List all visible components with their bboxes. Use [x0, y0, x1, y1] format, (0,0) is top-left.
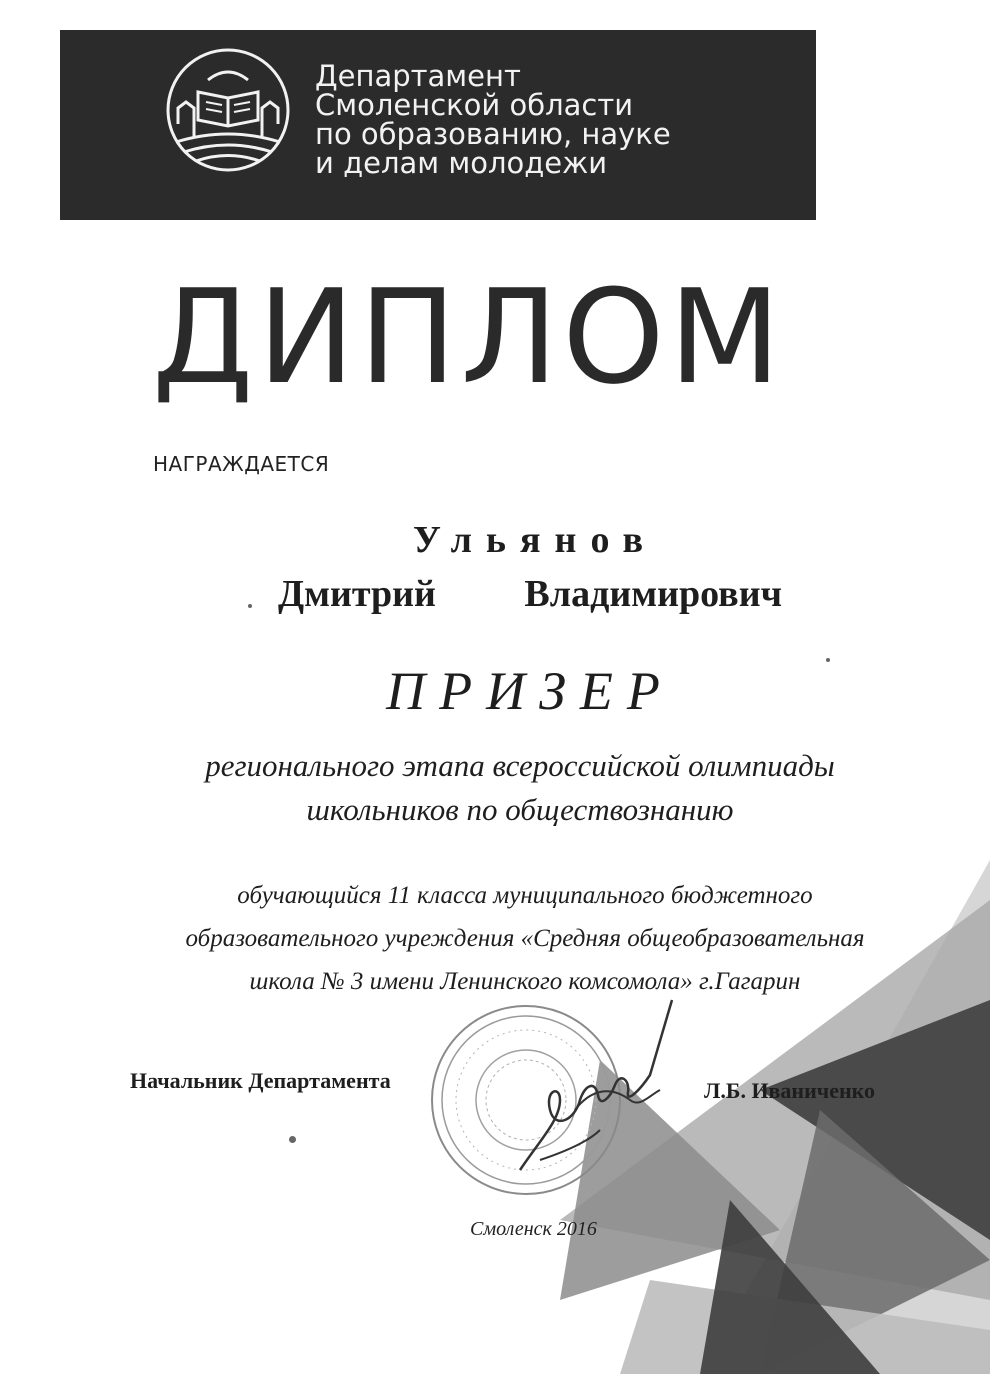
- department-line: по образованию, науке: [315, 117, 671, 151]
- school-line: обучающийся 11 класса муниципального бюджетного: [237, 882, 813, 909]
- school-description: [0, 874, 1000, 1003]
- awarded-label: НАГРАЖДАЕТСЯ: [153, 452, 330, 476]
- department-line: Смоленской области: [315, 88, 634, 122]
- olympiad-line: школьников по обществознанию: [306, 792, 734, 827]
- handwritten-signature-icon: [500, 990, 690, 1190]
- recipient-surname: Ульянов: [412, 519, 658, 561]
- school-line: образовательного учреждения «Средняя общеобразовательная: [185, 925, 865, 952]
- school-line: школа № 3 имени Ленинского комсомола» г.Гагарин: [249, 968, 801, 995]
- given-names-text: Дмитрий Владимирович: [277, 573, 783, 615]
- olympiad-line: регионального этапа всероссийской олимпиады: [205, 748, 835, 783]
- department-line: и делам молодежи: [315, 146, 608, 180]
- diploma-title: ДИПЛОМ: [152, 261, 785, 413]
- scan-speck: [248, 604, 252, 608]
- scan-speck: [826, 658, 830, 662]
- city-year: Смоленск 2016: [470, 1218, 597, 1240]
- header-band: [60, 30, 816, 220]
- department-name: [315, 59, 795, 180]
- department-line: Департамент: [315, 59, 521, 93]
- olympiad-description: [0, 744, 1000, 832]
- scan-speck: [289, 1136, 296, 1143]
- signer-position: Начальник Департамента: [130, 1068, 391, 1093]
- signer-name: Л.Б. Иваниченко: [704, 1078, 876, 1103]
- recipient-given-names: [0, 572, 1000, 616]
- award-status: ПРИЗЕР: [386, 661, 674, 721]
- book-castle-logo-icon: [164, 46, 292, 174]
